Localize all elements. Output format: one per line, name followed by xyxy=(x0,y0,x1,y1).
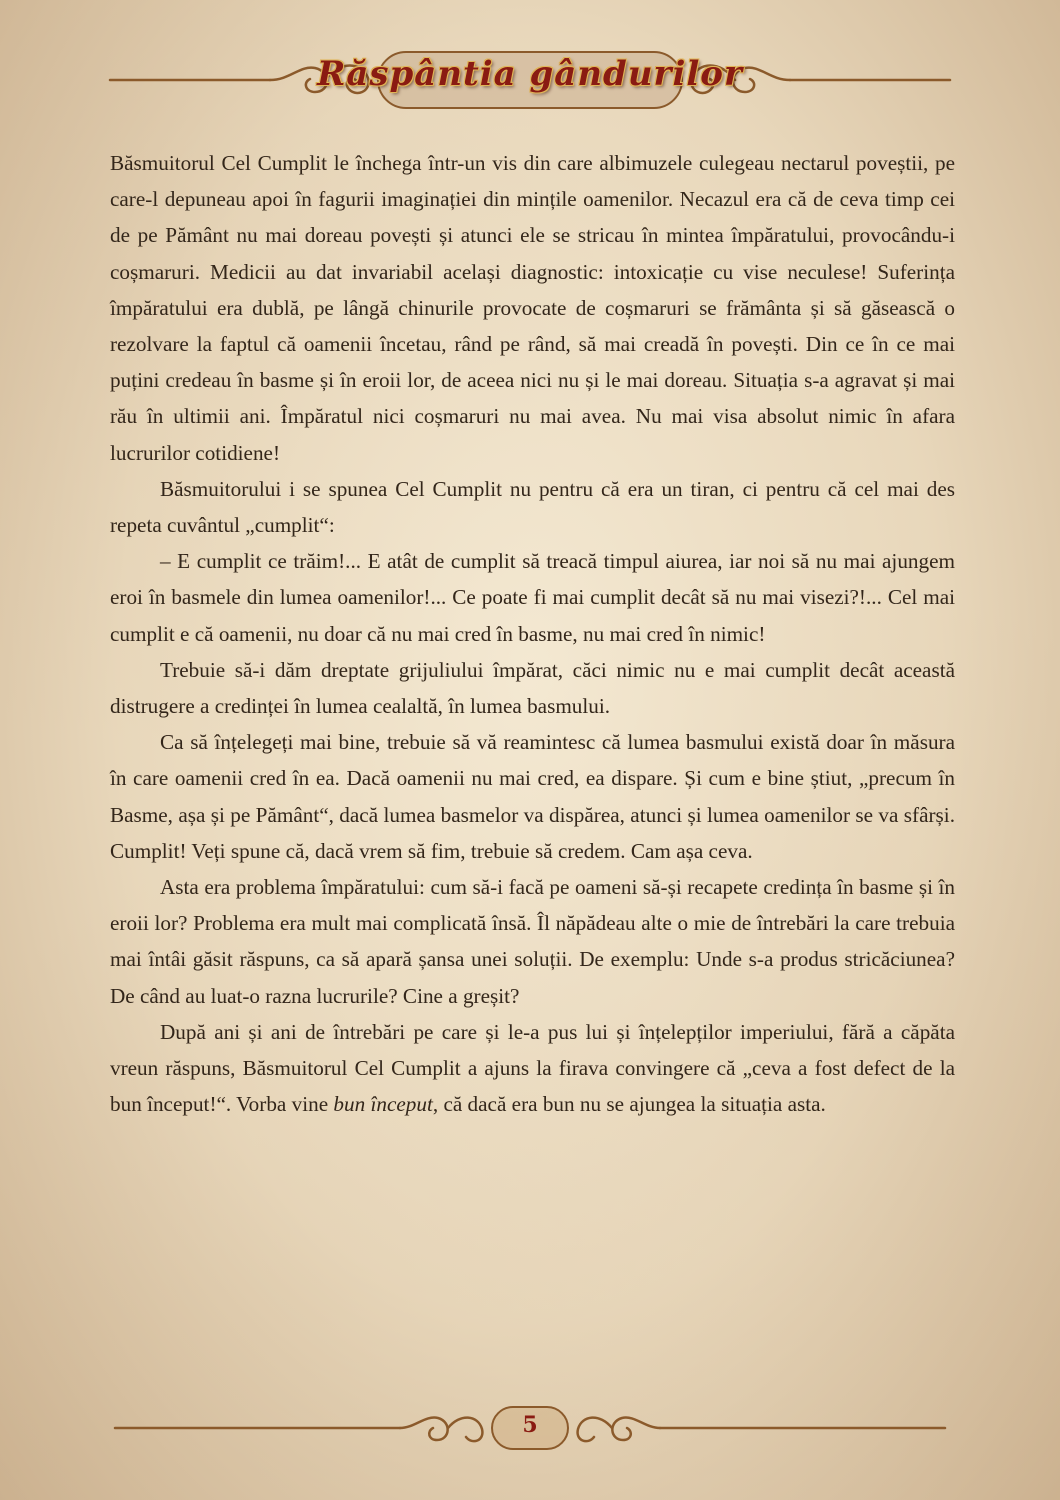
paragraph: Băsmuitorului i se spunea Cel Cumplit nu pentru că era un tiran, ci pentru că cel mai des repeta cuvântul „cumplit“: xyxy=(110,476,955,538)
paragraph: Asta era problema împăratului: cum să-i facă pe oameni să-și recapete credința în basme și în eroii lor? Problema era mult mai complicată însă. Îl năpădeau alte o mie de întrebări la care trebuia mai întâi găsit răspuns, ca să apară șansa unei soluții. De exemplu: Unde s-a produs stricăciunea? De când au luat-o razna lucrurile? Cine a greșit? xyxy=(110,875,955,1008)
page-title: Răspântia gândurilor xyxy=(317,54,743,94)
paragraph: Trebuie să-i dăm dreptate grijuliului împărat, căci nimic nu e mai cumplit decât această distrugere a credinței în lumea cealaltă, în lumea basmului. xyxy=(110,657,955,719)
page-header xyxy=(100,40,960,120)
page-footer xyxy=(110,1395,950,1465)
paragraph xyxy=(110,1014,955,1123)
paragraph: – E cumplit ce trăim!... E atât de cumplit să treacă timpul aiurea, iar noi să nu mai ajungem eroi în basmele din lumea oamenilor!... Ce poate fi mai cumplit decât să nu mai visezi?!... Cel mai cumplit e că oamenii, nu doar că nu mai cred în basme, nu mai cred în nimic! xyxy=(110,549,955,646)
paragraph: Băsmuitorul Cel Cumplit le închega într-un vis din care albimuzele culegeau nectarul poveștii, pe care-l depuneau apoi în fagurii imaginației din mințile oamenilor. Necazul era că de ceva timp cei de pe Pământ nu mai doreau povești și atunci ele se stricau în mintea împăratului, provocându-i coșmaruri. Medicii au dat invariabil același diagnostic: intoxicație cu vise neculese! Suferința împăratului era dublă, pe lângă chinurile provocate de coșmaruri se frământa și să găsească o rezolvare la faptul că oamenii încetau, rând pe rând, să mai creadă în povești. Din ce în ce mai puțini credeau în basme și în eroii lor, de aceea nici nu și le mai doreau. Situația s-a agravat și mai rău în ultimii ani. Împăratul nici coșmaruri nu mai avea. Nu mai visa absolut nimic în afara lucrurilor cotidiene! xyxy=(110,151,955,465)
emphasis-text: bun început xyxy=(333,1092,433,1117)
body-text xyxy=(110,145,955,1122)
paragraph: Ca să înțelegeți mai bine, trebuie să vă reamintesc că lumea basmului există doar în măsura în care oamenii cred în ea. Dacă oamenii nu mai cred, ea dispare. Și cum e bine știut, „precum în Basme, așa și pe Pământ“, dacă lumea basmelor va dispărea, atunci și lumea oamenilor se va sfârși. Cumplit! Veți spune că, dacă vrem să fim, trebuie să credem. Cam așa ceva. xyxy=(110,730,955,863)
paragraph-text: După ani și ani de întrebări pe care și le-a pus lui și înțelepților imperiului, fără a căpăta vreun răspuns, Băsmuitorul Cel Cumplit a ajuns la firava convingere că „ceva a fost defect de la bun început!“. Vorba vine xyxy=(110,1019,955,1117)
page-number: 5 xyxy=(522,1412,538,1438)
paragraph-text: , că dacă era bun nu se ajungea la situația asta. xyxy=(432,1092,826,1117)
